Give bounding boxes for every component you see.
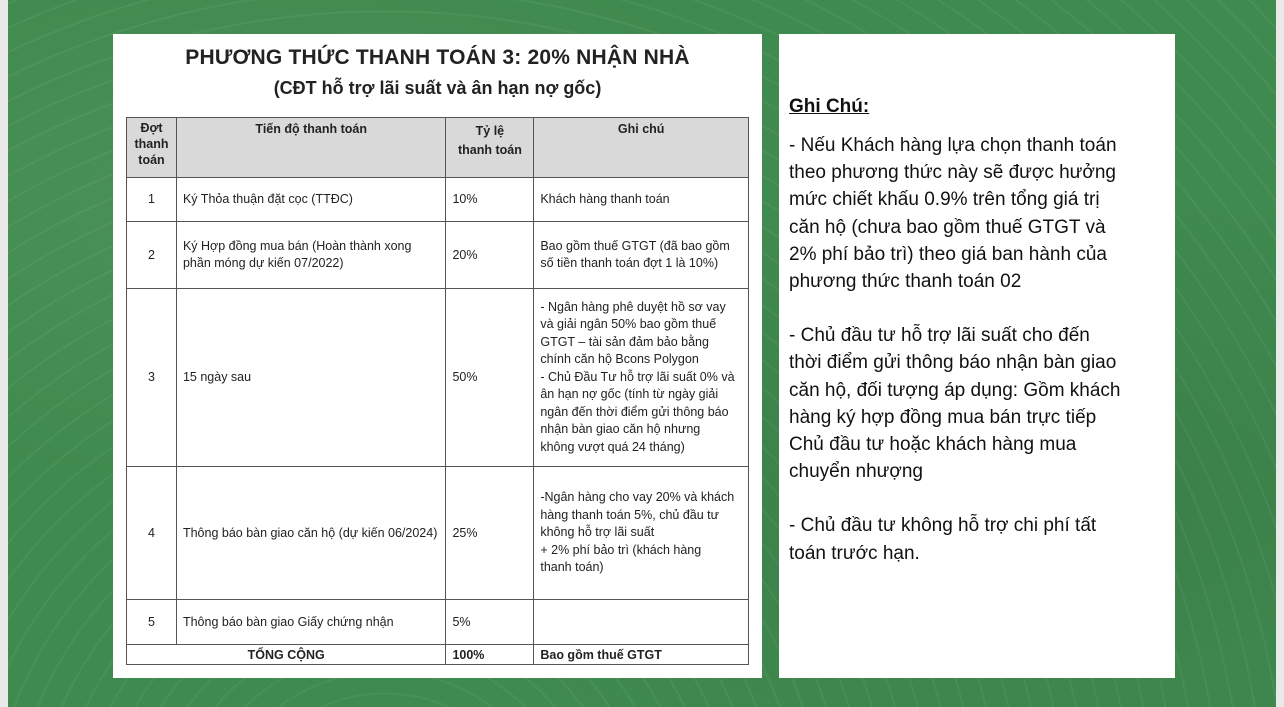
cell-rate: 5% xyxy=(446,600,534,645)
cell-installment: 1 xyxy=(127,178,177,222)
payment-plan-panel xyxy=(113,34,762,678)
header-rate: Tỷ lệ thanh toán xyxy=(446,118,534,178)
note-line: hàng thanh toán 5%, chủ đầu tư xyxy=(540,507,719,522)
page-title: PHƯƠNG THỨC THANH TOÁN 3: 20% NHẬN NHÀ xyxy=(185,46,690,69)
cell-note xyxy=(534,467,749,600)
cell-rate: 50% xyxy=(446,289,534,467)
total-rate: 100% xyxy=(446,645,534,665)
notes-body xyxy=(789,132,1167,594)
cell-note xyxy=(534,222,749,289)
note-line: - Chủ Đầu Tư hỗ trợ lãi suất 0% và xyxy=(540,369,735,384)
page-subtitle: (CĐT hỗ trợ lãi suất và ân hạn nợ gốc) xyxy=(273,78,602,98)
table-row xyxy=(127,600,749,645)
note-line: Bao gồm thuế GTGT (đã bao gồm xyxy=(540,238,730,253)
note-line: Khách hàng thanh toán xyxy=(540,191,670,206)
cell-progress: Thông báo bàn giao Giấy chứng nhận xyxy=(176,600,445,645)
total-note: Bao gồm thuế GTGT xyxy=(534,645,749,665)
left-frame-edge xyxy=(0,0,8,707)
note-line: + 2% phí bảo trì (khách hàng xyxy=(540,542,702,557)
cell-installment: 2 xyxy=(127,222,177,289)
header-note: Ghi chú xyxy=(534,118,749,178)
cell-rate: 25% xyxy=(446,467,534,600)
cell-note xyxy=(534,178,749,222)
table-total-row xyxy=(127,645,749,665)
note-line: ngân đến thời điểm gửi thông báo xyxy=(540,404,729,419)
note-paragraph-settlement: - Chủ đầu tư không hỗ trợ chi phí tất toán trước hạn. xyxy=(789,515,1097,564)
right-frame-edge xyxy=(1276,0,1284,707)
note-line: -Ngân hàng cho vay 20% và khách xyxy=(540,490,735,505)
note-line: GTGT – tài sản đảm bảo bằng xyxy=(540,334,709,349)
note-line: và giải ngân 50% bao gồm thuế xyxy=(540,317,717,332)
table-row xyxy=(127,178,749,222)
cell-progress: Thông báo bàn giao căn hộ (dự kiến 06/2024) xyxy=(176,467,445,600)
payment-schedule-table xyxy=(126,117,749,665)
table-row xyxy=(127,467,749,600)
notes-heading: Ghi Chú: xyxy=(789,96,870,117)
cell-rate: 20% xyxy=(446,222,534,289)
cell-installment: 4 xyxy=(127,467,177,600)
note-line: không vượt quá 24 tháng) xyxy=(540,439,685,454)
note-line: số tiền thanh toán đợt 1 là 10%) xyxy=(540,256,719,270)
note-paragraph-discount: - Nếu Khách hàng lựa chọn thanh toán theo phương thức này sẽ được hưởng mức chiết khấu 0.9% trên tổng giá trị căn hộ (chưa bao gồm thuế GTGT và 2% phí bảo trì) theo giá ban hành của phương thức thanh toán 02 xyxy=(789,135,1117,293)
note-line: không hỗ trợ lãi suất xyxy=(540,525,655,540)
cell-progress: Ký Hợp đồng mua bán (Hoàn thành xong phần móng dự kiến 07/2022) xyxy=(176,222,445,289)
header-progress: Tiến độ thanh toán xyxy=(176,118,445,178)
note-line: ân hạn nợ gốc (tính từ ngày giải xyxy=(540,387,719,402)
notes-panel xyxy=(779,34,1175,678)
note-line: nhận bàn giao căn hộ nhưng xyxy=(540,422,701,437)
total-label: TỔNG CỘNG xyxy=(127,645,446,665)
cell-rate: 10% xyxy=(446,178,534,222)
cell-installment: 5 xyxy=(127,600,177,645)
table-row xyxy=(127,289,749,467)
note-line: chính căn hộ Bcons Polygon xyxy=(540,352,699,367)
cell-note xyxy=(534,600,749,645)
cell-note xyxy=(534,289,749,467)
note-line: thanh toán) xyxy=(540,560,604,575)
header-installment: Đợt thanh toán xyxy=(127,118,177,178)
table-row xyxy=(127,222,749,289)
cell-progress: Ký Thỏa thuận đặt cọc (TTĐC) xyxy=(176,178,445,222)
note-paragraph-interest-support: - Chủ đầu tư hỗ trợ lãi suất cho đến thời điểm gửi thông báo nhận bàn giao căn hộ, đối tượng áp dụng: Gồm khách hàng ký hợp đồng mua bán trực tiếp Chủ đầu tư hoặc khách hàng mua chuyển nhượng xyxy=(789,325,1121,483)
cell-installment: 3 xyxy=(127,289,177,467)
note-line: - Ngân hàng phê duyệt hồ sơ vay xyxy=(540,299,726,314)
cell-progress: 15 ngày sau xyxy=(176,289,445,467)
table-header-row xyxy=(127,118,749,178)
